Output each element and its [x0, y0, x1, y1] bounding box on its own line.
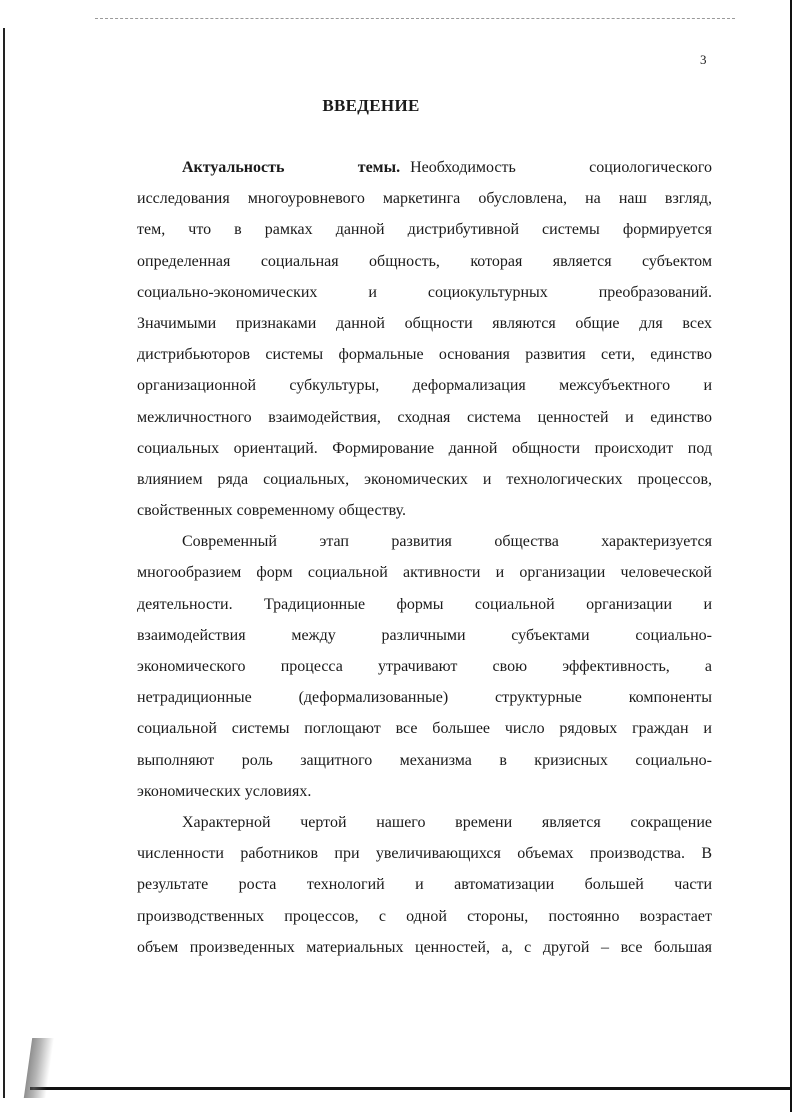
paragraph-line: Современный этап развития общества характеризуется: [182, 533, 712, 551]
paragraph-line: результате роста технологий и автоматизации большей части: [137, 876, 712, 894]
paragraph-line: выполняют роль защитного механизма в кризисных социально-: [137, 751, 712, 769]
paragraph-line: исследования многоуровневого маркетинга обусловлена, на наш взгляд,: [137, 190, 712, 208]
paragraph-line: производственных процессов, с одной стороны, постоянно возрастает: [137, 907, 712, 925]
paragraph-line: организационной субкультуры, деформализация межсубъектного и: [137, 377, 712, 395]
paragraph-line: экономических условиях.: [137, 782, 312, 800]
paragraph-line: определенная социальная общность, которая является субъектом: [137, 252, 712, 270]
paragraph-line: социальной системы поглощают все большее число рядовых граждан и: [137, 720, 712, 738]
paragraph-line: многообразием форм социальной активности и организации человеческой: [137, 564, 712, 582]
scan-edge-top: [95, 18, 735, 19]
paragraph-line-text: Необходимость социологического: [410, 159, 712, 176]
scan-edge-bottom: [30, 1087, 792, 1090]
paragraph-line: тем, что в рамках данной дистрибутивной системы формируется: [137, 221, 712, 239]
paragraph-line: межличностного взаимодействия, сходная система ценностей и единство: [137, 408, 712, 426]
paragraph-2: [137, 526, 712, 807]
paragraph-line: взаимодействия между различными субъектами социально-: [137, 626, 712, 644]
paragraph-line: численности работников при увеличивающихся объемах производства. В: [137, 845, 712, 863]
paragraph-line: нетрадиционные (деформализованные) структурные компоненты: [137, 689, 712, 707]
paragraph-line: свойственных современному обществу.: [137, 502, 407, 520]
paragraph-line: Характерной чертой нашего времени является сокращение: [182, 813, 712, 831]
page-number: 3: [700, 52, 707, 67]
paragraph-3: [137, 807, 712, 963]
paragraph-line: социальных ориентаций. Формирование данной общности происходит под: [137, 439, 712, 457]
body-text: [137, 152, 712, 963]
paragraph-line: объем произведенных материальных ценностей, а, с другой – все большая: [137, 938, 712, 956]
paragraph-line: экономического процесса утрачивают свою эффективность, а: [137, 658, 712, 675]
lead-heading: Актуальность темы.: [182, 159, 401, 176]
paragraph-1: [137, 152, 712, 526]
paragraph-line: Значимыми признаками данной общности являются общие для всех: [137, 314, 712, 332]
paragraph-line: [137, 152, 712, 183]
paragraph-line: социально-экономических и социокультурных преобразований.: [137, 283, 712, 301]
page-title: ВВЕДЕНИЕ: [322, 96, 420, 115]
paragraph-line: дистрибьюторов системы формальные основания развития сети, единство: [137, 346, 712, 364]
paragraph-line: влиянием ряда социальных, экономических и технологических процессов,: [137, 470, 712, 488]
scan-edge-left: [3, 28, 5, 1098]
paragraph-line: деятельности. Традиционные формы социальной организации и: [137, 595, 712, 613]
